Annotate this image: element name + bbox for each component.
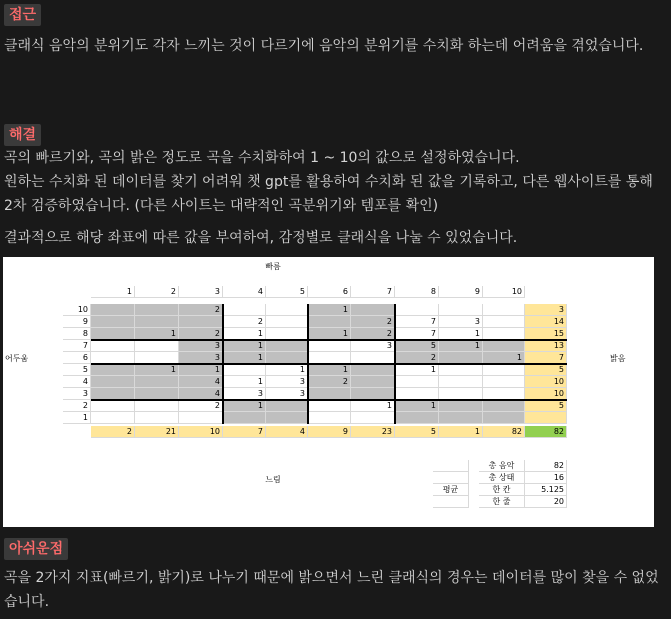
grid-cell [266,412,308,424]
column-total-cell: 7 [223,426,266,438]
grid-cell: 4 [179,376,223,388]
col-header: 1 [91,286,135,298]
grid-cell [308,316,351,328]
grid-cell [308,400,351,412]
grid-divider [307,304,309,424]
grid-cell [439,304,483,316]
grid-cell: 1 [223,328,266,340]
stat-value: 20 [525,496,567,508]
grid-cell [351,364,395,376]
grid-cell [135,412,179,424]
grid-cell [439,376,483,388]
grid-cell [308,340,351,352]
grid-cell: 1 [223,376,266,388]
stat-group: 평균 [433,484,469,496]
solution-line-1: 곡의 빠르기와, 곡의 밝은 정도로 곡을 수치화하여 1 ~ 10의 값으로 설정하였습니다. [4,150,520,166]
grid-cell: 1 [223,400,266,412]
grid-cell: 3 [179,340,223,352]
grid-cell [223,364,266,376]
grid-cell: 1 [483,352,525,364]
grid-cell [179,316,223,328]
stat-value: 5.125 [525,484,567,496]
grid-cell [351,304,395,316]
grid-cell [91,376,135,388]
column-total-cell: 5 [395,426,439,438]
section-tag-regret: 아쉬운점 [4,538,68,560]
grid-cell [351,412,395,424]
row-total-cell: 10 [525,376,567,388]
column-total-cell: 2 [91,426,135,438]
column-total-cell: 82 [483,426,525,438]
stat-value: 82 [525,460,567,472]
grid-cell [135,400,179,412]
grid-cell [395,412,439,424]
grid-cell [483,316,525,328]
row-header: 1 [63,412,91,424]
grid-cell [223,304,266,316]
grid-cell [483,376,525,388]
grid-cell: 1 [135,328,179,340]
row-total-cell: 5 [525,400,567,412]
grid-cell: 3 [439,316,483,328]
grid-cell [91,316,135,328]
stat-group [433,460,469,472]
row-total-cell: 3 [525,304,567,316]
col-header: 2 [135,286,179,298]
stat-label: 한 줄 [479,496,525,508]
grid-cell: 1 [395,364,439,376]
grid-cell: 1 [439,328,483,340]
grid-cell: 3 [351,340,395,352]
row-total-cell: 5 [525,364,567,376]
grid-cell [91,304,135,316]
grid-divider [222,304,224,424]
section-tag-solution: 해결 [4,124,41,146]
stat-label: 한 칸 [479,484,525,496]
solution-line-3: 결과적으로 해당 좌표에 따른 값을 부여하여, 감정별로 클래식을 나눌 수 있었습니다. [4,230,518,246]
grid-cell: 1 [179,364,223,376]
section-tag-approach: 접근 [4,4,41,26]
grid-cell: 2 [179,328,223,340]
row-total-cell: 7 [525,352,567,364]
grid-cell: 1 [223,352,266,364]
row-header: 3 [63,388,91,400]
grid-cell: 2 [179,304,223,316]
column-total-cell: 4 [266,426,308,438]
row-total-cell [525,412,567,424]
grid-cell: 3 [179,352,223,364]
grid-cell [135,340,179,352]
grid-divider [91,399,567,401]
grid-cell [395,304,439,316]
column-total-cell: 9 [308,426,351,438]
column-total-cell: 10 [179,426,223,438]
stat-value: 16 [525,472,567,484]
grid-cell: 2 [223,316,266,328]
axis-label-slow: 느림 [265,475,281,484]
stat-group [433,472,469,484]
row-header: 2 [63,400,91,412]
grid-cell [91,340,135,352]
grid-cell: 1 [439,340,483,352]
grid-cell: 3 [223,388,266,400]
grand-total-cell: 82 [525,426,567,438]
row-header: 8 [63,328,91,340]
grid-cell [135,304,179,316]
grid-divider [394,304,396,424]
row-header: 6 [63,352,91,364]
grid-cell [351,376,395,388]
row-header: 9 [63,316,91,328]
col-header: 8 [395,286,439,298]
grid-cell: 1 [351,400,395,412]
grid-divider [91,363,567,365]
grid-cell [223,412,266,424]
grid-cell [395,376,439,388]
grid-cell [266,316,308,328]
grid-cell [135,316,179,328]
col-header: 10 [483,286,525,298]
column-total-cell: 21 [135,426,179,438]
stat-label: 총 음악 [479,460,525,472]
classification-spreadsheet [3,257,654,527]
grid-cell: 1 [308,304,351,316]
grid-cell: 3 [266,388,308,400]
grid-cell: 2 [179,400,223,412]
grid-cell: 2 [395,352,439,364]
col-header: 6 [308,286,351,298]
approach-text: 클래식 음악의 분위기도 각자 느끼는 것이 다르기에 음악의 분위기를 수치화 하는데 어려움을 겪었습니다. [4,38,644,54]
col-header: 7 [351,286,395,298]
grid-cell: 1 [135,364,179,376]
grid-cell [91,412,135,424]
column-total-cell: 1 [439,426,483,438]
stat-label: 총 상태 [479,472,525,484]
grid-cell: 4 [179,388,223,400]
grid-cell [266,304,308,316]
grid-cell: 1 [266,364,308,376]
grid-cell [135,376,179,388]
grid-cell [483,412,525,424]
grid-cell: 2 [308,376,351,388]
grid-cell [483,304,525,316]
grid-cell: 1 [308,364,351,376]
grid-cell [439,400,483,412]
grid-cell: 5 [395,340,439,352]
solution-line-2: 원하는 수치화 된 데이터를 찾기 어려워 챗 gpt를 활용하여 수치화 된 값을 기록하고, 다른 웹사이트를 통해 2차 검증하였습니다. (다른 사이트는 대략적인 곡분위기와 템포를 확인) [4,174,653,214]
grid-cell: 2 [351,316,395,328]
axis-label-fast: 빠름 [265,262,281,271]
grid-divider [91,339,567,341]
grid-cell: 3 [266,376,308,388]
grid-cell [179,412,223,424]
row-header: 7 [63,340,91,352]
grid-cell [266,400,308,412]
row-header: 5 [63,364,91,376]
grid-cell [439,412,483,424]
row-total-cell: 13 [525,340,567,352]
regret-text: 곡을 2가지 지표(빠르기, 밝기)로 나누기 때문에 밝으면서 느린 클래식의 경우는 데이터를 많이 찾을 수 없었습니다. [4,570,659,610]
grid-cell: 7 [395,316,439,328]
grid-cell: 1 [308,328,351,340]
grid-cell [483,400,525,412]
col-header: 5 [266,286,308,298]
row-header: 4 [63,376,91,388]
col-header: 3 [179,286,223,298]
grid-cell [91,364,135,376]
column-total-cell: 23 [351,426,395,438]
grid-cell: 2 [351,328,395,340]
axis-label-bright: 밝음 [610,354,626,363]
grid-cell: 7 [395,328,439,340]
grid-cell [266,340,308,352]
grid-cell: 1 [395,400,439,412]
row-total-cell: 10 [525,388,567,400]
col-header: 9 [439,286,483,298]
axis-label-dark: 어두움 [5,354,29,363]
grid-cell [483,364,525,376]
row-total-cell: 15 [525,328,567,340]
grid-cell [439,364,483,376]
col-header: 4 [223,286,266,298]
row-total-cell: 14 [525,316,567,328]
grid-cell: 1 [223,340,266,352]
stat-group [433,496,469,508]
grid-cell [308,412,351,424]
grid-cell [91,400,135,412]
row-header: 10 [63,304,91,316]
grid-cell [483,340,525,352]
